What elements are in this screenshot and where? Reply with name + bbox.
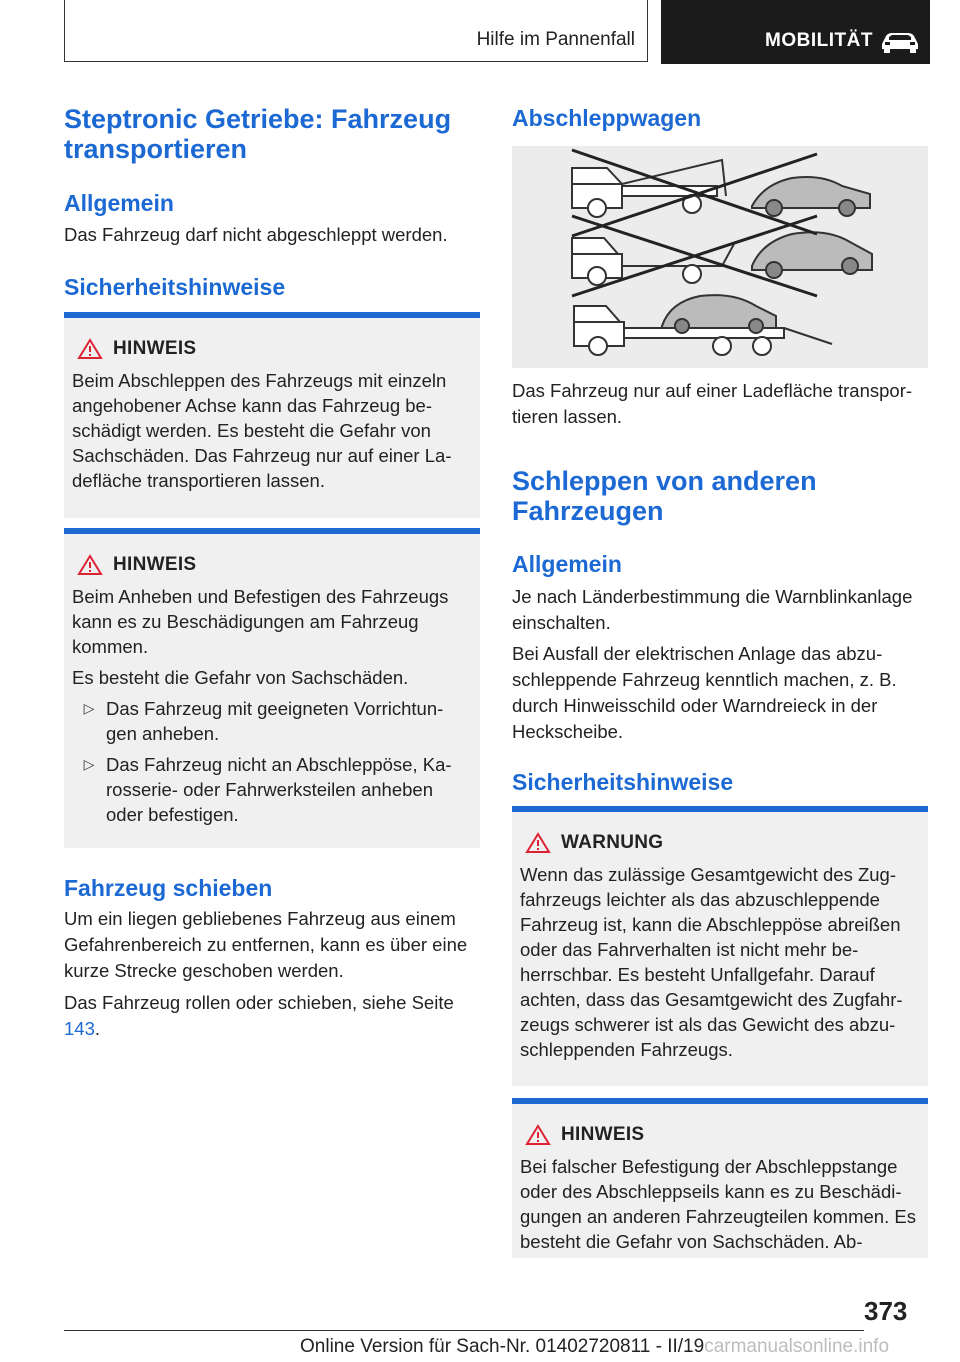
page-number: 373 [864,1296,908,1326]
section-label: Hilfe im Pannenfall [476,29,635,50]
warning-triangle-icon [523,832,553,854]
general-text-right: Je nach Länderbestimmung die Warnblinkanlage einschalten. [512,586,913,633]
note-label: HINWEIS [113,554,197,575]
list-item: ▷ Das Fahrzeug nicht an Abschleppöse, Ka-rosserie- oder Fahrwerksteilen anheben oder befestigen. [72,752,472,827]
triangle-bullet-icon: ▷ [83,756,95,772]
page-link[interactable]: 143 [64,1018,95,1039]
footer [300,1336,889,1358]
triangle-bullet-icon: ▷ [83,700,95,716]
push-heading: Fahrzeug schieben [64,875,273,901]
general-text-right-2: Bei Ausfall der elektrischen Anlage das abzu-schleppende Fahrzeug kenntlich machen, z. B. durch Hinweisschild oder Warndreieck in der Heckscheibe. [512,643,897,742]
note-text: Beim Anheben und Befestigen des Fahrzeugs kann es zu Beschädigungen am Fahrzeug kommen. [72,586,449,657]
footer-watermark: carmanualsonline.info [704,1336,890,1357]
list-item: ▷ Das Fahrzeug mit geeigneten Vorrichtun-gen anheben. [72,696,472,746]
general-text: Das Fahrzeug darf nicht abgeschleppt werden. [64,224,448,245]
note-box [512,1098,928,1258]
section-tab [64,0,648,62]
warning-triangle-icon [523,1124,553,1146]
tow-truck-illustration [512,146,928,368]
push-text: Um ein liegen gebliebenes Fahrzeug aus einem Gefahrenbereich zu entfernen, kann es über eine kurze Strecke geschoben werden. [64,908,468,981]
push-text-2: Das Fahrzeug rollen oder schieben, siehe Seite 143. [64,992,454,1039]
chapter-label: MOBILITÄT [765,30,873,51]
tow-heading: Abschleppwagen [512,105,702,131]
page-title: Steptronic Getriebe: Fahrzeug transportieren [64,104,452,164]
warning-box [512,806,928,1086]
warning-triangle-icon [75,554,105,576]
general-heading: Allgemein [64,190,174,216]
note-box [64,528,480,848]
warning-triangle-icon [75,338,105,360]
footer-divider [64,1330,864,1331]
chapter-tab [661,0,930,64]
note-label: HINWEIS [113,338,197,359]
warning-label: WARNUNG [561,832,664,853]
safety-heading: Sicherheitshinweise [64,274,286,300]
note-text: Beim Abschleppen des Fahrzeugs mit einzeln angehobener Achse kann das Fahrzeug be-schädigt werden. Es besteht die Gefahr von Sachschäden. Das Fahrzeug nur auf einer La-defläche transportieren lassen. [72,370,452,491]
page-header [64,0,930,64]
note-box [64,312,480,518]
note-label: HINWEIS [561,1124,645,1145]
other-vehicles-title: Schleppen von anderen Fahrzeugen [512,466,817,526]
car-icon [878,28,922,54]
footer-text: Online Version für Sach-Nr. 01402720811 - II/19 [300,1336,705,1357]
safety-heading-right: Sicherheitshinweise [512,769,734,795]
note-text-2: Es besteht die Gefahr von Sachschäden. [72,667,409,688]
general-heading-right: Allgemein [512,551,622,577]
warning-text: Wenn das zulässige Gesamtgewicht des Zug-fahrzeugs leichter als das abzuschleppende Fahrzeug ist, kann die Abschleppöse abreißen oder das Fahrverhalten ist nicht mehr be-herrschbar. Es besteht Unfallgefahr. Darauf achten, dass das Gesamtgewicht des Zugfahr-zeugs schwerer ist als das Gewicht des abzu-schleppenden Fahrzeugs. [520,864,903,1060]
note-text: Bei falscher Befestigung der Abschleppstange oder des Abschleppseils kann es zu Beschädi-gungen an anderen Fahrzeugteilen kommen. Es besteht die Gefahr von Sachschäden. Ab- [520,1156,916,1252]
tow-caption: Das Fahrzeug nur auf einer Ladefläche transpor-tieren lassen. [512,380,913,427]
